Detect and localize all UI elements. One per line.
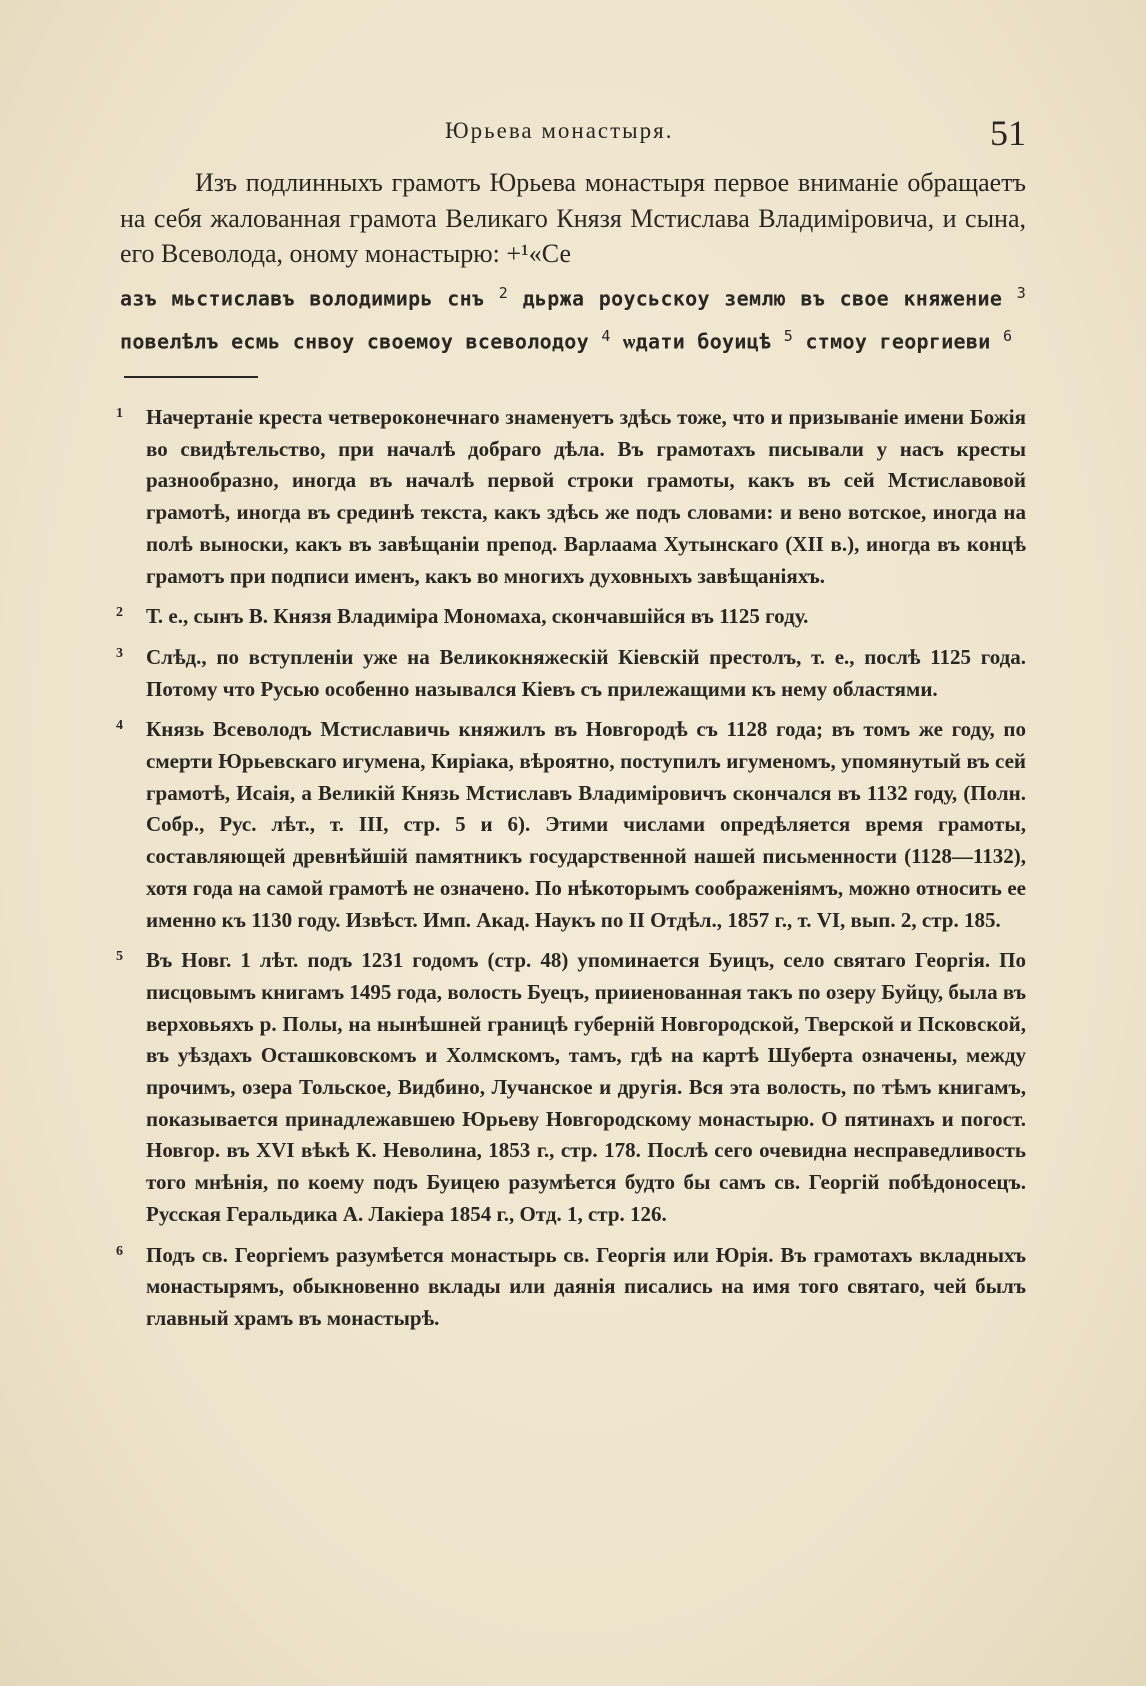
footnote-ref: 5 <box>783 326 794 345</box>
footnote <box>116 714 1026 936</box>
footnote <box>116 601 1026 633</box>
footnotes-list <box>116 402 1026 1344</box>
footnote-text: Слѣд., по вступленіи уже на Великокняжескій Кіевскій престолъ, т. е., послѣ 1125 года. Потому что Русью особенно назывался Кіевъ съ прилежащими къ нему областями. <box>146 644 1026 701</box>
footnote-mark: 1 <box>116 406 123 421</box>
running-head: Юрьева монастыря. <box>445 118 674 143</box>
footnote-ref: 2 <box>498 284 509 302</box>
footnote-mark: 4 <box>116 718 123 734</box>
footnote-text: Въ Новг. 1 лѣт. подъ 1231 годомъ (стр. 48) упоминается Буицъ, село святаго Георгія. По писцовымъ книгамъ 1495 года, волость Буецъ, прииенованная такъ по озеру Буйцу, была въ верховьяхъ р. Полы, на нынѣшней границѣ губерній Новгородской, Тверской и Псковской, въ уѣздахъ Осташковскомъ и Холмскомъ, тамъ, гдѣ на картѣ Шуберта означены, между прочимъ, озера Тольское, Видбино, Лучанское и другія. Вся эта волость, по тѣмъ книгамъ, показывается принадлежавшею Юрьеву Новгородскому монастырю. О пятинахъ и погост. Новгор. въ XVI вѣкѣ К. Неволина, 1853 г., стр. 178. Послѣ сего очевидна несправедливость того мнѣнія, по коему подъ Буицею разумѣется будто бы самъ св. Георгій побѣдоносецъ. Русская Геральдика А. Лакіера 1854 г., Отд. 1, стр. 126. <box>146 948 1026 1226</box>
footnote-text: Начертаніе креста четвероконечнаго знаменуетъ здѣсь тоже, что и призываніе имени Божія во свидѣтельство, при началѣ добраго дѣла. Въ грамотахъ писывали у насъ кресты разнообразно, иногда въ началѣ первой строки грамоты, какъ въ сей Мстиславовой грамотѣ, иногда въ срединѣ текста, какъ здѣсь же подъ словами: и вено вотское, иногда на полѣ выноски, какъ въ завѣщаніи препод. Варлаама Хутынскаго (XII в.), иногда въ концѣ грамотъ при подписи именъ, какъ во многихъ духовныхъ завѣщаніяхъ. <box>146 405 1026 588</box>
footnote <box>116 945 1026 1230</box>
footnote-text: Князь Всеволодъ Мстиславичь княжилъ въ Новгородѣ съ 1128 года; въ томъ же году, по смерти Юрьевскаго игумена, Киріака, вѣроятно, поступилъ игуменомъ, упомянутый въ сей грамотѣ, Исаія, а Великій Князь Мстиславъ Владиміровичъ скончался въ 1132 году, (Полн. Собр., Рус. лѣт., т. III, стр. 5 и 6). Этими числами опредѣляется время грамоты, составляющей древнѣйшій памятникъ государственной нашей письменности (1128—1132), хотя года на самой грамотѣ не означено. По нѣкоторымъ соображеніямъ, можно относить ее именно къ 1130 году. Извѣст. Имп. Акад. Наукъ по II Отдѣл., 1857 г., т. VI, вып. 2, стр. 185. <box>146 717 1026 932</box>
slavonic-segment: ѡдати боуицѣ <box>623 329 772 354</box>
footnote-ref: 4 <box>601 326 611 345</box>
footnote-text: Подъ св. Георгіемъ разумѣется монастырь св. Георгія или Юрія. Въ грамотахъ вкладныхъ монастырямъ, обыкновенно вклады или даянія писались на имя того святаго, чей былъ главный храмъ въ монастырѣ. <box>146 1242 1026 1330</box>
footnote-mark: 3 <box>116 645 123 661</box>
slavonic-segment: дьржа роусьскоу землю въ свое княжение <box>522 286 1003 311</box>
footnote <box>116 642 1026 705</box>
footnote-text: Т. е., сынъ В. Князя Владиміра Мономаха, скончавшійся въ 1125 году. <box>146 604 809 629</box>
footnote-mark: 5 <box>116 949 123 965</box>
footnote-mark: 6 <box>116 1243 123 1259</box>
footnote-mark: 2 <box>116 605 123 621</box>
page-header <box>120 112 1026 158</box>
slavonic-segment: стмоу георгиеви <box>805 329 991 354</box>
footnote <box>116 1240 1026 1335</box>
footnote-ref: 3 <box>1016 284 1027 302</box>
slavonic-segment: азъ мьстиславъ володимирь снъ <box>120 286 485 311</box>
footnote-divider <box>124 376 258 378</box>
main-paragraph: Изъ подлинныхъ грамотъ Юрьева монастыря первое вниманіе обращаетъ на себя жалованная грамота Великаго Князя Мстислава Владиміровича, и сына, его Всеволода, оному монастырю: +¹«Се <box>120 168 1026 268</box>
slavonic-charter-text <box>120 275 1026 360</box>
slavonic-segment: повелѣлъ есмь снвоу своемоу всеволодоу <box>120 329 589 354</box>
page-number: 51 <box>990 113 1026 153</box>
footnote-ref: 6 <box>1002 326 1013 345</box>
footnote <box>116 402 1026 592</box>
